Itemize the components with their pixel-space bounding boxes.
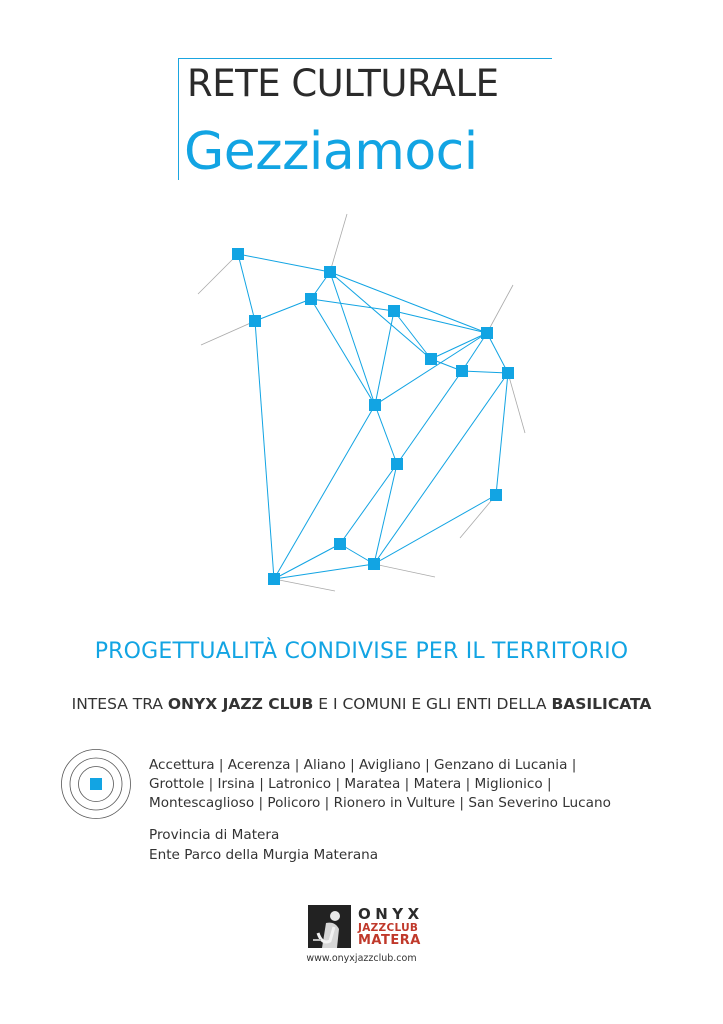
subtitle: PROGETTUALITÀ CONDIVISE PER IL TERRITORIO <box>94 639 629 664</box>
edge <box>375 405 397 464</box>
network-nodes <box>232 248 514 585</box>
node <box>368 558 380 570</box>
node <box>391 458 403 470</box>
edge <box>374 464 397 564</box>
grey-line <box>274 579 335 591</box>
comuni-list <box>149 756 669 813</box>
node <box>425 353 437 365</box>
agreement-region: BASILICATA <box>551 695 652 713</box>
edge <box>238 254 330 272</box>
edge <box>255 321 274 579</box>
node <box>481 327 493 339</box>
title-rete-culturale: RETE CULTURALE <box>187 62 499 105</box>
website-link[interactable]: www.onyxjazzclub.com <box>306 953 417 964</box>
ente-provincia: Provincia di Matera <box>149 827 280 843</box>
agreement-prefix: INTESA TRA <box>71 695 168 713</box>
comuni-line: Grottole | Irsina | Latronico | Maratea | Matera | Miglionico | <box>149 776 552 792</box>
onyx-logo <box>308 905 428 949</box>
network-blue-lines <box>238 254 508 579</box>
edge <box>375 333 487 405</box>
ente-parco: Ente Parco della Murgia Materana <box>149 847 379 863</box>
edge <box>374 495 496 564</box>
agreement-line <box>0 695 723 713</box>
node <box>232 248 244 260</box>
edge <box>311 299 394 311</box>
node <box>305 293 317 305</box>
network-grey-lines <box>198 214 525 591</box>
edge <box>238 254 255 321</box>
edge <box>255 299 311 321</box>
edge <box>496 373 508 495</box>
node <box>456 365 468 377</box>
edge <box>340 464 397 544</box>
grey-line <box>201 321 255 345</box>
comuni-line: Accettura | Acerenza | Aliano | Avigliano | Genzano di Lucania | <box>149 757 577 773</box>
edge <box>375 311 394 405</box>
grey-line <box>460 495 496 538</box>
agreement-middle: E I COMUNI E GLI ENTI DELLA <box>313 695 552 713</box>
edge <box>311 299 375 405</box>
node <box>268 573 280 585</box>
title-gezziamoci: Gezziamoci <box>184 122 478 182</box>
edge <box>330 272 487 333</box>
enti-list <box>149 825 378 865</box>
node <box>369 399 381 411</box>
grey-line <box>374 564 435 577</box>
node <box>324 266 336 278</box>
agreement-partner: ONYX JAZZ CLUB <box>167 695 314 713</box>
node <box>490 489 502 501</box>
target-icon <box>60 748 132 820</box>
grey-line <box>487 285 513 333</box>
logo-matera-text: MATERA <box>358 933 421 948</box>
logo-onyx-text: ONYX <box>358 905 424 923</box>
node <box>249 315 261 327</box>
logo-jazzclub-text: JAZZCLUB <box>358 922 419 934</box>
grey-line <box>508 373 525 433</box>
node <box>388 305 400 317</box>
edge <box>462 371 508 373</box>
edge <box>274 405 375 579</box>
grey-line <box>330 214 347 272</box>
comuni-line: Montescaglioso | Policoro | Rionero in Vulture | San Severino Lucano <box>149 795 611 811</box>
node <box>334 538 346 550</box>
node <box>502 367 514 379</box>
saxophone-player-icon <box>308 905 351 948</box>
